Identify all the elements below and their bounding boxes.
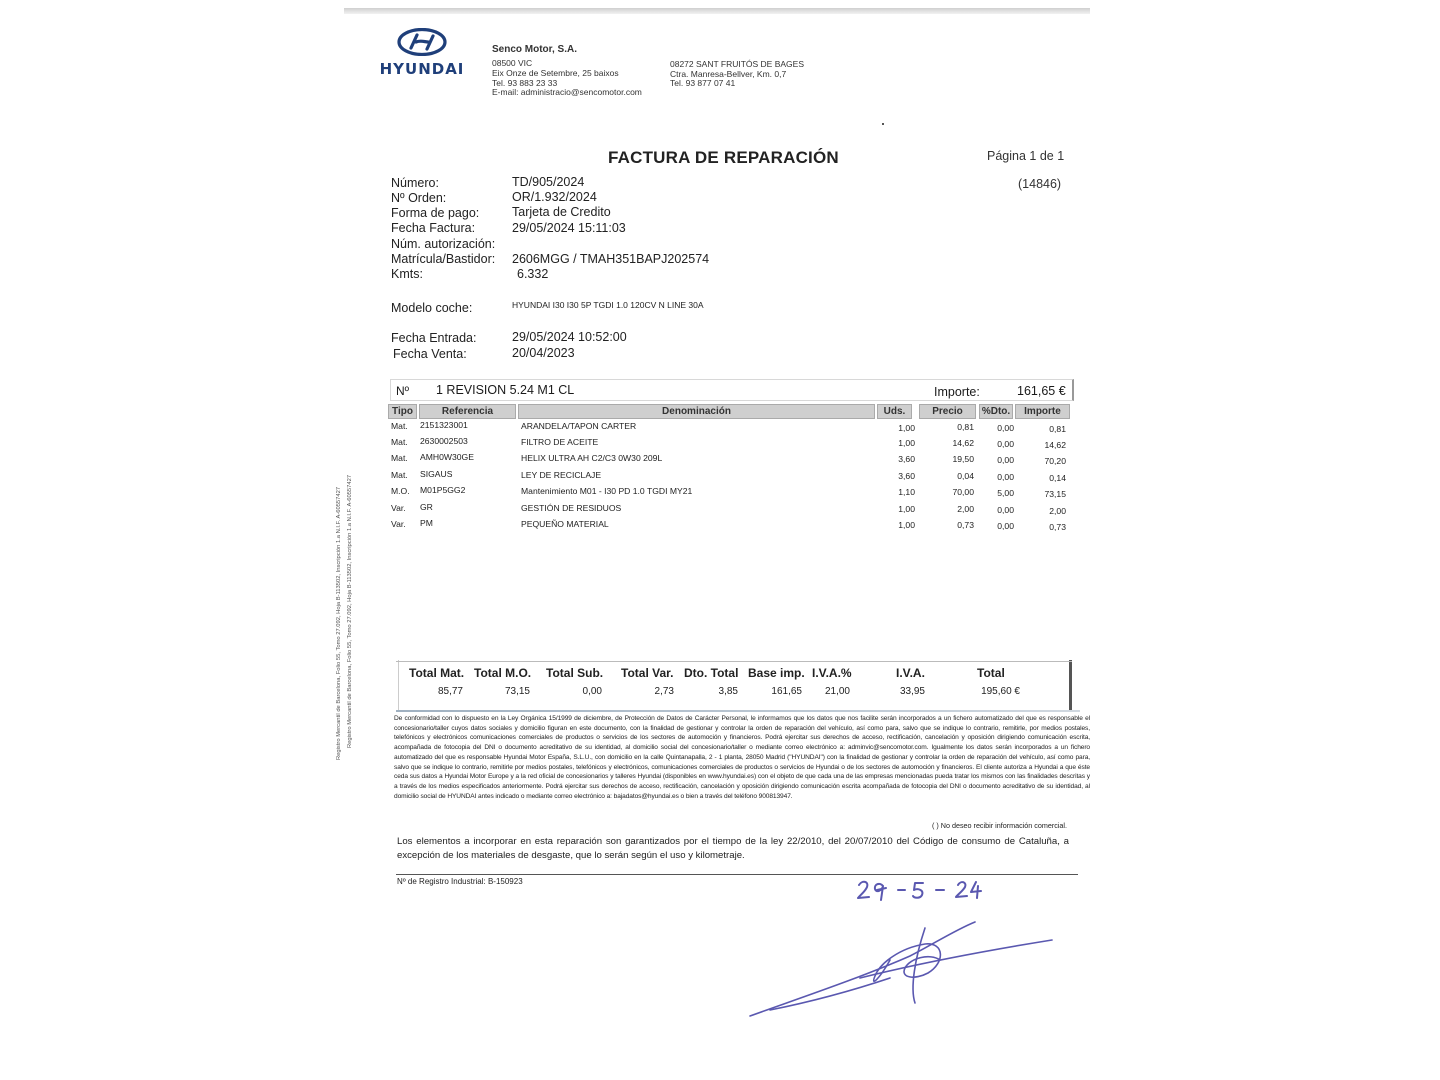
field-value-numero: TD/905/2024	[512, 175, 585, 189]
industrial-registry: Nº de Registro Industrial: B-150923	[397, 877, 523, 886]
sfb-postal: 08272 SANT FRUITÓS DE BAGES	[670, 59, 804, 69]
vertical-registry-line: Registro Mercantil de Barcelona, Folio 55, Tomo 27.092, Hoja B-113502, Inscripción 1.a N.I.F. A-60557427	[336, 486, 342, 760]
cell-uds: 1,00	[898, 438, 915, 448]
field-label-pago: Forma de pago:	[391, 206, 480, 220]
field-label-orden: Nº Orden:	[391, 191, 447, 205]
cell-uds: 3,60	[898, 471, 915, 481]
dto-total-label: Dto. Total	[684, 666, 739, 680]
base-imp-label: Base imp.	[748, 666, 805, 680]
cell-importe: 73,15	[1044, 489, 1066, 499]
cell-referencia: GR	[420, 502, 433, 512]
cell-uds: 3,60	[898, 454, 915, 464]
cell-uds: 1,00	[898, 520, 915, 530]
service-description: 1 REVISION 5.24 M1 CL	[436, 383, 575, 397]
vic-phone: Tel. 93 883 23 33	[492, 78, 558, 88]
cell-denominacion: ARANDELA/TAPON CARTER	[521, 421, 637, 431]
privacy-notice: De conformidad con lo dispuesto en la Ley Orgánica 15/1999 de diciembre, de Protección de Datos de Carácter Personal, le informamos que los datos que nos facilite serán incorporados a un fichero automatizado del que es responsable el concesionario/taller cuyos datos sociales y domicilio figuran en este documento, con la finalidad de gestionar y controlar la orden de reparación del vehículo, así como para, salvo que se indique lo contrario, remitirle, por medios postales, telefónicos y electrónicos comunicaciones comerciales de productos o servicios de los sectores de automoción y financieros. Podrá ejercitar sus derechos de acceso, rectificación, cancelación y oposición dirigiendo comunicación escrita, acompañada de fotocopia del DNI o documento acreditativo de su identidad, al domicilio social del concesionario/taller o mediante correo electrónico a: adminvic@sencomotor.com. Igualmente los datos serán incorporados a un fichero automatizado del que es responsable Hyundai Motor España, S.L.U., con domicilio en la calle Quintanapalla, 2 - 1 planta, 28050 Madrid ("HYUNDAI") con la finalidad de gestionar y controlar la orden de reparación del vehículo, así como para, salvo que se indique lo contrario, remitirle por medios postales, telefónicos y electrónicos, comunicaciones comerciales de productos o servicios de Hyundai o de los sectores de automoción y financieros. El cliente autoriza a Hyundai a que éste ceda sus datos a Hyundai Motor Europe y a la red oficial de concesionarios y talleres Hyundai (disponibles en www.hyundai.es) con el objeto de que cada una de las empresas mencionadas pueda tratar los mismos con las finalidades descritas y a través de los medios especificados anteriormente. Podrá ejercitar sus derechos de acceso, rectificación, cancelación y oposición dirigiendo comunicación escrita acompañada de fotocopia del DNI o documento acreditativo de su identidad, al domicilio social de HYUNDAI antes indicado o mediante correo electrónico a: bajadatos@hyundai.es o bien a través del teléfono 900813947.	[394, 715, 1090, 800]
total-mo-value: 73,15	[504, 686, 530, 697]
cell-tipo: Mat.	[391, 453, 408, 463]
cell-uds: 1,00	[898, 423, 915, 433]
col-header-precio: Precio	[919, 404, 976, 419]
total-mo-label: Total M.O.	[474, 666, 532, 680]
col-header-importe: Importe	[1015, 404, 1070, 419]
field-label-matricula: Matrícula/Bastidor:	[391, 252, 496, 266]
iva-pct-value: 21,00	[824, 686, 850, 697]
col-header-tipo: Tipo	[388, 404, 417, 419]
field-label-numero: Número:	[391, 176, 439, 190]
field-label-fecha-venta: Fecha Venta:	[393, 347, 467, 361]
signature-icon	[740, 918, 1070, 1028]
cell-importe: 70,20	[1044, 456, 1066, 466]
sfb-address: Ctra. Manresa-Bellver, Km. 0,7	[670, 69, 787, 79]
cell-precio: 19,50	[952, 454, 974, 464]
cell-denominacion: FILTRO DE ACEITE	[521, 437, 599, 447]
cell-importe: 14,62	[1044, 440, 1066, 450]
invoice-title: FACTURA DE REPARACIÓN	[608, 148, 839, 167]
field-label-autorizacion: Núm. autorización:	[391, 237, 496, 251]
cell-importe: 0,81	[1049, 424, 1066, 434]
cell-importe: 0,14	[1049, 473, 1066, 483]
cell-tipo: Mat.	[391, 437, 408, 447]
vic-postal: 08500 VIC	[492, 58, 533, 68]
service-number-label: Nº	[396, 384, 410, 398]
cell-dto: 5,00	[997, 488, 1014, 498]
service-importe-value: 161,65 €	[1017, 384, 1066, 398]
field-label-fecha-entrada: Fecha Entrada:	[391, 331, 477, 345]
total-var-value: 2,73	[654, 686, 674, 697]
cell-denominacion: HELIX ULTRA AH C2/C3 0W30 209L	[521, 453, 663, 463]
field-value-modelo: HYUNDAI I30 I30 5P TGDI 1.0 120CV N LINE 30A	[512, 300, 704, 310]
service-importe-label: Importe:	[934, 385, 980, 399]
cell-precio: 14,62	[952, 438, 974, 448]
col-header-referencia: Referencia	[419, 404, 516, 419]
company-email: E-mail: administracio@sencomotor.com	[492, 87, 642, 97]
cell-tipo: Var.	[391, 503, 406, 513]
footer-rule	[396, 874, 1078, 875]
handwritten-date-icon	[855, 876, 985, 906]
total-var-label: Total Var.	[621, 666, 674, 680]
field-value-kmts: 6.332	[517, 267, 549, 281]
cell-referencia: SIGAUS	[420, 469, 453, 479]
cell-dto: 0,00	[997, 423, 1014, 433]
total-sub-label: Total Sub.	[546, 666, 604, 680]
page-top-edge	[344, 8, 1090, 14]
hyundai-emblem-icon	[397, 28, 447, 56]
cell-dto: 0,00	[997, 472, 1014, 482]
cell-dto: 0,00	[997, 455, 1014, 465]
cell-denominacion: LEY DE RECICLAJE	[521, 470, 602, 480]
cell-tipo: Mat.	[391, 470, 408, 480]
cell-referencia: 2151323001	[420, 420, 468, 430]
cell-referencia: M01P5GG2	[420, 485, 466, 495]
dto-total-value: 3,85	[718, 686, 738, 697]
cell-importe: 2,00	[1049, 506, 1066, 516]
iva-value: 33,95	[899, 686, 925, 697]
cell-precio: 2,00	[957, 504, 974, 514]
total-sub-value: 0,00	[582, 686, 602, 697]
cell-uds: 1,10	[898, 487, 915, 497]
cell-referencia: PM	[420, 518, 433, 528]
scan-speck	[882, 123, 884, 125]
field-label-modelo: Modelo coche:	[391, 301, 473, 315]
field-label-fecha-factura: Fecha Factura:	[391, 221, 476, 235]
cell-tipo: Mat.	[391, 421, 408, 431]
cell-referencia: AMH0W30GE	[420, 452, 474, 462]
vertical-registry-line: Registro Mercantil de Barcelona, Folio 55, Tomo 27.092, Hoja B-113502, Inscripción 1.a N.I.F. A-60557427	[347, 474, 353, 748]
cell-dto: 0,00	[997, 439, 1014, 449]
field-value-fecha-factura: 29/05/2024 15:11:03	[512, 221, 626, 235]
col-header-uds: Uds.	[877, 404, 912, 419]
col-header-dto: %Dto.	[979, 404, 1013, 419]
base-imp-value: 161,65	[771, 686, 802, 697]
cell-dto: 0,00	[997, 521, 1014, 531]
guarantee-notice: Los elementos a incorporar en esta reparación son garantizados por el tiempo de la ley 22/2010, del 20/07/2010 del Código de consumo de Cataluña, a excepción de los materiales de desgaste, que lo serán según el uso y kilometraje.	[397, 836, 1069, 861]
totals-top-rule	[396, 661, 1072, 662]
iva-label: I.V.A.	[896, 666, 925, 680]
page-info: Página 1 de 1	[987, 149, 1065, 163]
totals-bottom-rule	[396, 710, 1080, 712]
vertical-registry-text	[334, 400, 356, 760]
total-mat-label: Total Mat.	[409, 666, 465, 680]
cell-denominacion: Mantenimiento M01 - I30 PD 1.0 TGDI MY21	[521, 486, 693, 496]
total-value: 195,60 €	[981, 686, 1020, 697]
total-mat-value: 85,77	[437, 686, 463, 697]
iva-pct-label: I.V.A.%	[812, 666, 852, 680]
brand-wordmark: HYUNDAI	[379, 60, 465, 78]
field-value-fecha-venta: 20/04/2023	[512, 346, 575, 360]
sfb-phone: Tel. 93 877 07 41	[670, 78, 736, 88]
field-value-orden: OR/1.932/2024	[512, 190, 597, 204]
cell-precio: 0,04	[957, 471, 974, 481]
cell-denominacion: GESTIÓN DE RESIDUOS	[521, 503, 622, 513]
cell-precio: 0,73	[957, 520, 974, 530]
cell-dto: 0,00	[997, 505, 1014, 515]
total-label: Total	[977, 666, 1005, 680]
field-value-fecha-entrada: 29/05/2024 10:52:00	[512, 330, 627, 344]
company-name: Senco Motor, S.A.	[492, 44, 578, 55]
cell-tipo: Var.	[391, 519, 406, 529]
cell-denominacion: PEQUEÑO MATERIAL	[521, 519, 609, 529]
invoice-code: (14846)	[1018, 177, 1062, 191]
signature	[740, 918, 1070, 1033]
cell-precio: 70,00	[952, 487, 974, 497]
col-header-denominacion: Denominación	[518, 404, 875, 419]
cell-referencia: 2630002503	[420, 436, 468, 446]
cell-uds: 1,00	[898, 504, 915, 514]
hyundai-logo	[376, 28, 468, 78]
field-value-matricula: 2606MGG / TMAH351BAPJ202574	[512, 252, 710, 266]
cell-importe: 0,73	[1049, 522, 1066, 532]
handwritten-date	[855, 876, 985, 911]
field-value-pago: Tarjeta de Credito	[512, 205, 611, 219]
vic-address: Eix Onze de Setembre, 25 baixos	[492, 68, 619, 78]
field-label-kmts: Kmts:	[391, 267, 423, 281]
cell-precio: 0,81	[957, 422, 974, 432]
cell-tipo: M.O.	[391, 486, 410, 496]
no-commercial-optout: ( ) No deseo recibir información comercial.	[932, 821, 1068, 830]
